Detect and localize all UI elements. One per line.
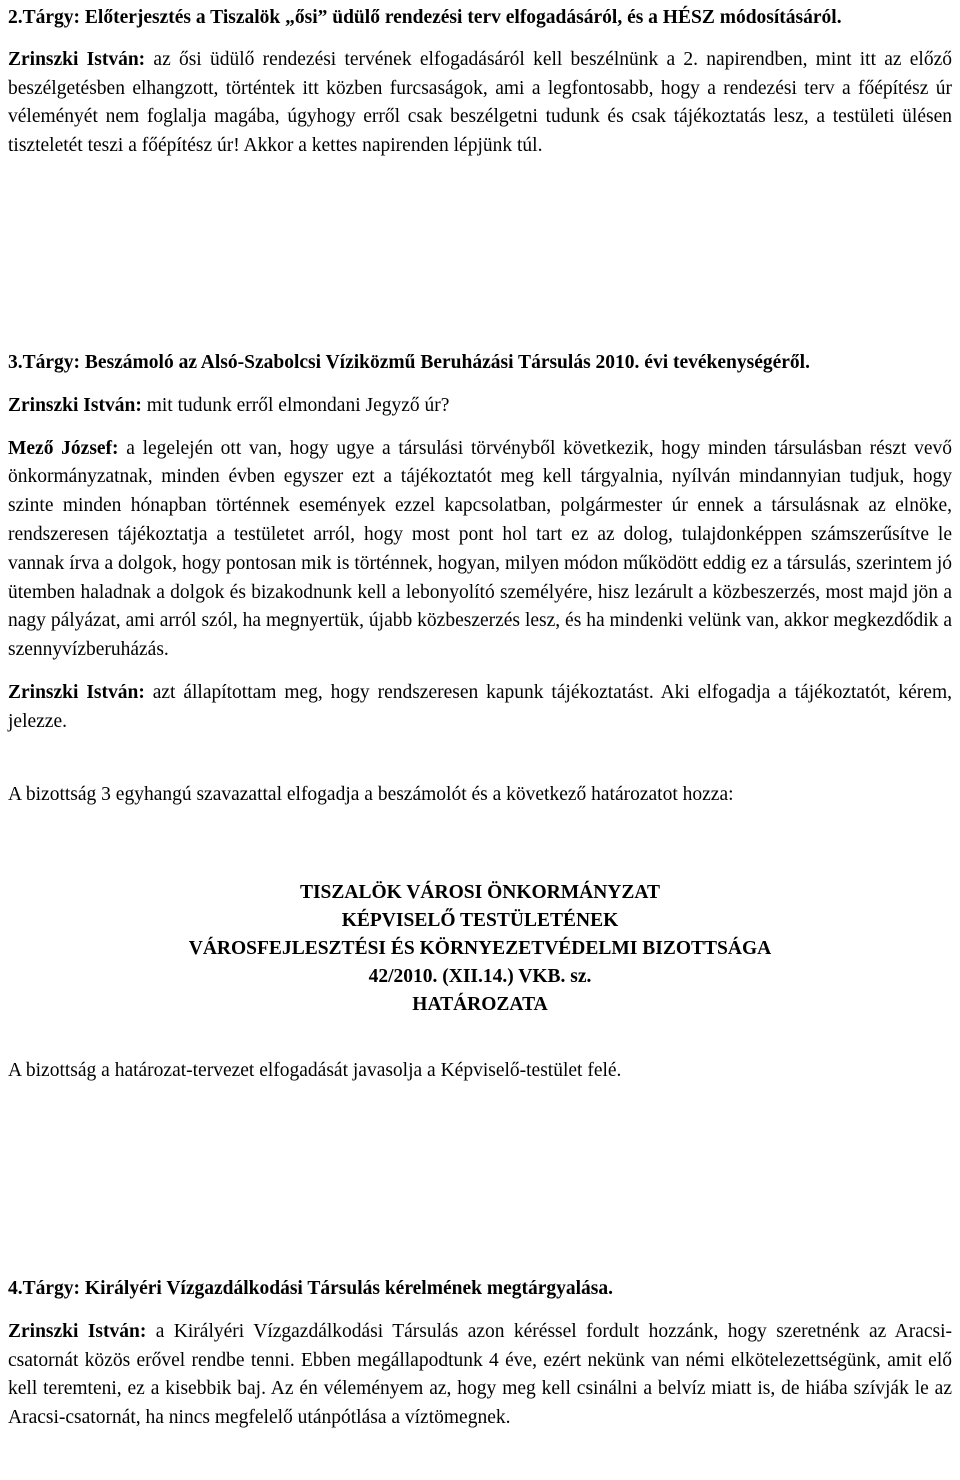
resolution-header bbox=[8, 879, 952, 1019]
paragraph-text: a legelején ott van, hogy ugye a társulási törvényből következik, hogy minden társulásban részt vevő önkormányzatnak, minden évben egyszer ezt a tájékoztatót meg kell tárgyalnia, nyílván mindannyian tudjuk, hogy szinte minden hónapban történnek események ezzel kapcsolatban, polgármester úr ennek a társulásnak az elnöke, rendszeresen tájékoztatja a testületet arról, hogy most pont hol tart ez az dolog, tulajdonképpen számszerűsítve le vannak írva a dolgok, hogy pontosan mik is történnek, hogyan, milyen módon működött eddig ez a társulás, szerintem jó ütemben haladnak a dolgok és bizakodnunk kell a lebonyolító személyére, hisz lezárult a közbeszerzés, most majd jön a nagy pályázat, ami arról szól, ha megnyertük, újabb közbeszerzés lesz, és ha mindenki velünk van, akkor megkezdődik a szennyvízberuházás. bbox=[8, 437, 952, 661]
agenda-item-3-answer bbox=[8, 435, 952, 665]
agenda-item-2-paragraph bbox=[8, 46, 952, 161]
paragraph-text: az ősi üdülő rendezési tervének elfogadásáról kell beszélnünk a 2. napirendben, mint itt az előző beszélgetésben elhangzott, történtek itt közben furcsaságok, ami a legfontosabb, hogy a rendezési terv a főépítész úr véleményét nem foglalja magába, úgyhogy erről csak beszélgetni tudunk és csak tájékoztatás lesz, a testületi ülésen tiszteletét teszi a főépítész úr! Akkor a kettes napirenden lépjünk túl. bbox=[8, 48, 952, 157]
agenda-item-4-paragraph bbox=[8, 1318, 952, 1433]
paragraph-text: mit tudunk erről elmondani Jegyző úr? bbox=[146, 394, 450, 416]
agenda-item-4 bbox=[8, 1275, 952, 1433]
speaker-name: Zrinszki István: bbox=[8, 681, 145, 703]
resolution-line-council: TISZALÖK VÁROSI ÖNKORMÁNYZAT bbox=[299, 882, 661, 904]
speaker-name: Zrinszki István: bbox=[8, 1320, 147, 1342]
recommendation-text: A bizottság a határozat-tervezet elfogadását javasolja a Képviselő-testület felé. bbox=[8, 1060, 622, 1082]
paragraph-text: azt állapítottam meg, hogy rendszeresen kapunk tájékoztatást. Aki elfogadja a tájékoztatót, kérem, jelezze. bbox=[8, 681, 952, 732]
agenda-item-2-heading: 2.Tárgy: Előterjesztés a Tiszalök „ősi” üdülő rendezési terv elfogadásáról, és a HÉSZ módosításáról. bbox=[8, 7, 842, 28]
agenda-item-4-heading: 4.Tárgy: Királyéri Vízgazdálkodási Társulás kérelmének megtárgyalása. bbox=[8, 1278, 614, 1299]
agenda-item-3-heading: 3.Tárgy: Beszámoló az Alsó-Szabolcsi Víziközmű Beruházási Társulás 2010. évi tevékenységéről. bbox=[8, 352, 810, 373]
speaker-name: Zrinszki István: bbox=[8, 394, 142, 416]
agenda-item-2 bbox=[8, 4, 952, 161]
resolution-number: 42/2010. (XII.14.) VKB. sz. bbox=[368, 966, 592, 988]
agenda-item-3 bbox=[8, 349, 952, 1086]
resolution-title: HATÁROZATA bbox=[412, 994, 548, 1016]
agenda-item-3-call-to-vote bbox=[8, 679, 952, 737]
paragraph-text: a Királyéri Vízgazdálkodási Társulás azon kéréssel fordult hozzánk, hogy szeretnénk az Aracsi-csatornát közös erővel rendbe tenni. Ebben megállapodtunk 4 éve, ezért nekünk van némi elkötelezettségünk, amit elő kell teremteni, ez a kisebbik baj. Az én véleményem az, hogy meg kell csinálni a belvíz miatt is, de hiába szívják le az Aracsi-csatornát, ha nincs megfelelő utánpótlása a víztömegnek. bbox=[8, 1320, 952, 1429]
agenda-item-3-question bbox=[8, 392, 952, 421]
vote-result: A bizottság 3 egyhangú szavazattal elfogadja a beszámolót és a következő határozatot hozza: bbox=[8, 783, 734, 805]
resolution-line-body: KÉPVISELŐ TESTÜLETÉNEK bbox=[341, 910, 619, 932]
resolution-line-committee: VÁROSFEJLESZTÉSI ÉS KÖRNYEZETVÉDELMI BIZOTTSÁGA bbox=[188, 938, 772, 960]
speaker-name: Zrinszki István: bbox=[8, 48, 146, 70]
speaker-name: Mező József: bbox=[8, 437, 119, 459]
